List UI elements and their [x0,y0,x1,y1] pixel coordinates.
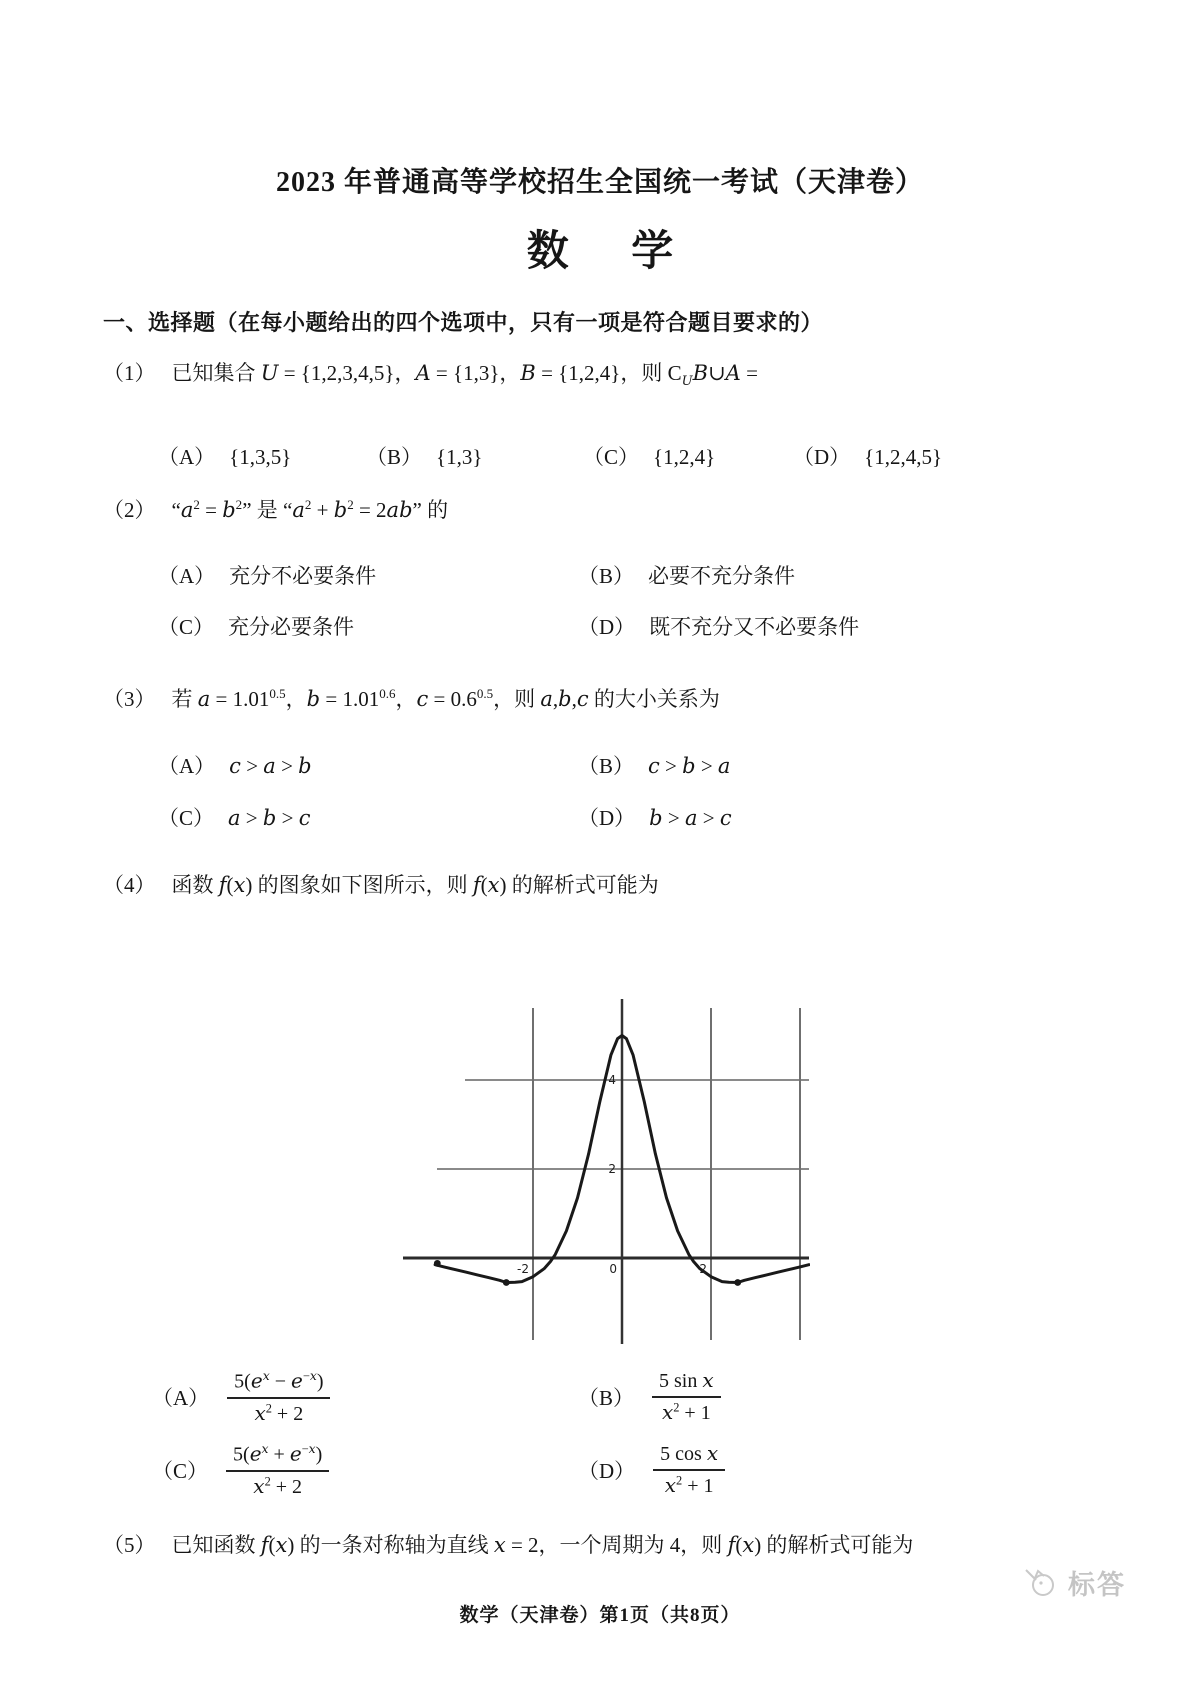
question-2-number: （2） [103,498,156,522]
question-1-option-a: （A） {1,3,5} [158,445,292,469]
question-1-option-c: （C） {1,2,4} [583,445,716,469]
fraction: $\frac{\text{5 sin x}}{x^2 + 1}$ [652,1368,721,1426]
question-5-number: （5） [103,1533,156,1557]
question-4 [103,869,659,899]
section-heading: 一、选择题（在每小题给出的四个选项中，只有一项是符合题目要求的） [103,310,824,335]
watermark-text: 标答 [1068,1570,1126,1600]
question-3-number: （3） [103,687,156,711]
question-4-option-d: （D） $\frac{\text{5 cos x}}{x^2 + 1}$ [578,1441,725,1499]
subject-title: 数 学 [526,229,700,275]
question-4-option-b: （B） $\frac{\text{5 sin x}}{x^2 + 1}$ [578,1368,721,1426]
page-footer: 数学（天津卷）第1页（共8页） [459,1605,741,1626]
question-2-stem: “$a^2 = b^2$” 是 “$a^2 + b^2 = 2ab$” 的 [171,497,449,522]
svg-text:4: 4 [608,1073,616,1087]
question-5 [103,1529,913,1559]
question-2-option-a: （A） 充分不必要条件 [158,564,377,588]
question-2-option-b: （B） 必要不充分条件 [578,564,796,588]
question-3-stem: 若 $a = 1.01^{0.5}$，$b = 1.01^{0.6}$，$c = 0.6^{0.5}$，则 a,b,c 的大小关系为 [171,686,720,711]
question-1 [103,357,758,389]
question-3-option-b: （B） c > b > a [578,754,731,778]
question-3-option-c: （C） a > b > c [158,806,311,830]
question-2-option-c: （C） 充分必要条件 [158,615,355,639]
question-4-option-c: （C） $\frac{5(e^x + e^{-x})}{x^2 + 2}$ [152,1441,329,1500]
question-4-number: （4） [103,873,156,897]
question-2 [103,494,448,524]
fraction: $\frac{5(e^x + e^{-x})}{x^2 + 2}$ [226,1441,329,1500]
question-5-stem: 已知函数 f(x) 的一条对称轴为直线 x = 2，一个周期为 4，则 f(x) 的解析式可能为 [171,1533,914,1557]
fraction: $\frac{5(e^x - e^{-x})}{x^2 + 2}$ [227,1368,330,1427]
question-3-option-a: （A） c > a > b [158,754,312,778]
question-3-option-d: （D） b > a > c [578,806,732,830]
svg-text:0: 0 [609,1262,617,1276]
q4-graph-svg [395,925,810,1355]
question-2-option-d: （D） 既不充分又不必要条件 [578,615,860,639]
watermark [1022,1563,1126,1602]
question-4-option-a: （A） $\frac{5(e^x - e^{-x})}{x^2 + 2}$ [152,1368,330,1427]
question-1-option-b: （B） {1,3} [366,445,483,469]
question-3 [103,683,720,713]
q4-function-graph [395,925,810,1355]
svg-text:2: 2 [608,1162,616,1176]
svg-text:-2: -2 [517,1262,529,1276]
question-4-stem: 函数 f(x) 的图象如下图所示，则 f(x) 的解析式可能为 [171,873,659,897]
fraction: $\frac{\text{5 cos x}}{x^2 + 1}$ [653,1441,725,1499]
watermark-logo-icon [1022,1566,1062,1600]
exam-title: 2023 年普通高等学校招生全国统一考试（天津卷） [275,167,924,198]
question-1-option-d: （D） {1,2,4,5} [793,445,943,469]
question-1-stem: 已知集合 U = {1,2,3,4,5}，A = {1,3}，B = {1,2,4}，则 $C_UB\cup A$ = [171,361,758,390]
svg-text:2: 2 [699,1262,707,1276]
question-1-number: （1） [103,361,156,385]
